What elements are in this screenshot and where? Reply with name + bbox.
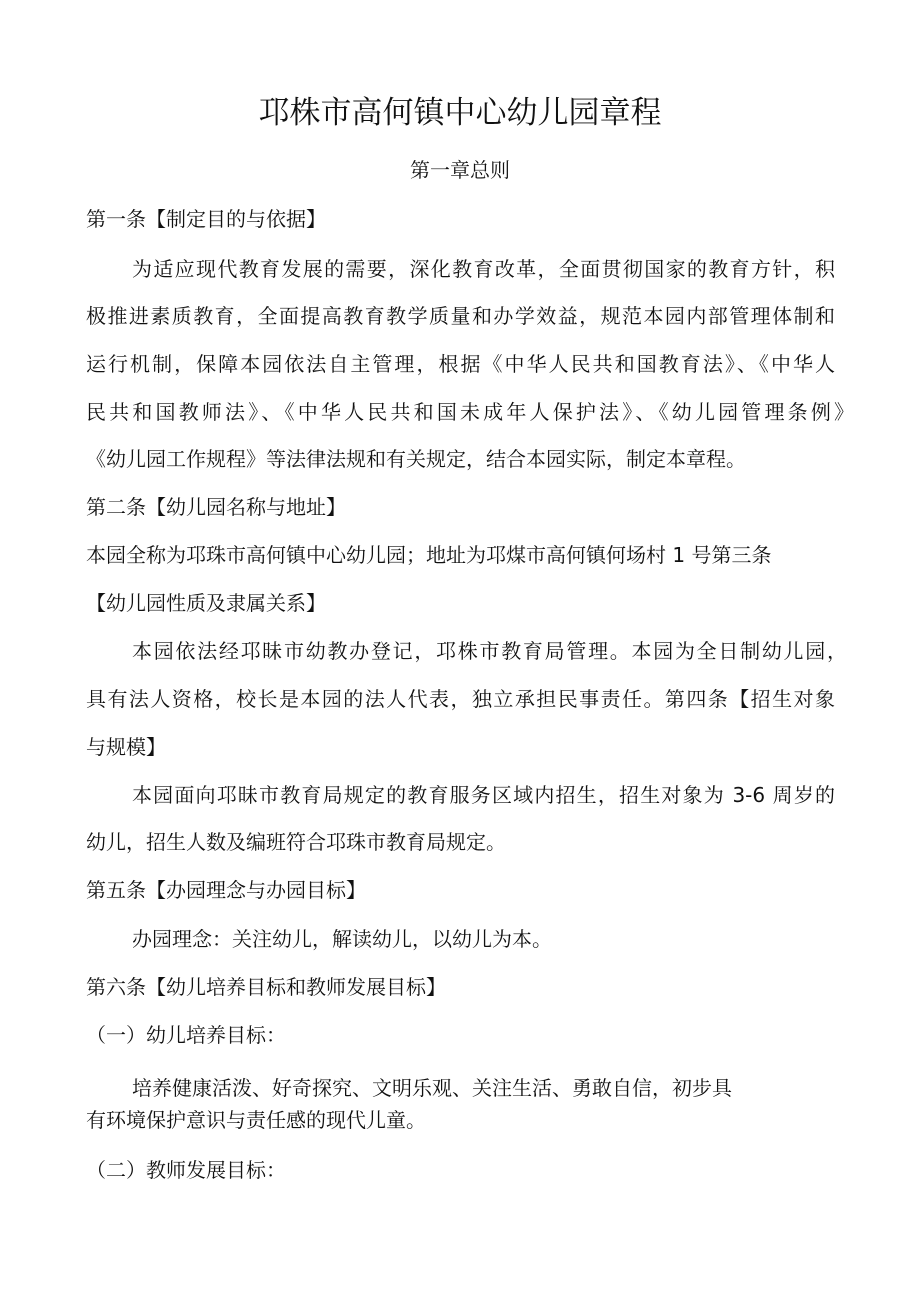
article-2-heading: 第二条【幼儿园名称与地址】 bbox=[86, 495, 346, 519]
paragraph-line: 本园全称为邛珠市高何镇中心幼儿园；地址为邛煤市高何镇何场村 1 号第三条 bbox=[86, 543, 772, 567]
paragraph-line: 为适应现代教育发展的需要，深化教育改革，全面贯彻国家的教育方针，积 bbox=[132, 257, 835, 281]
paragraph-line: 民共和国教师法》、《中华人民共和国未成年人保护法》、《幼儿园管理条例》 bbox=[86, 400, 854, 424]
paragraph-line: 运行机制，保障本园依法自主管理，根据《中华人民共和国教育法》、《中华人 bbox=[86, 352, 835, 376]
article-3-heading: 【幼儿园性质及隶属关系】 bbox=[86, 591, 326, 615]
paragraph-line: 本园面向邛昧市教育局规定的教育服务区域内招生，招生对象为 3-6 周岁的 bbox=[132, 783, 835, 807]
chapter-heading: 第一章总则 bbox=[410, 158, 510, 182]
paragraph-line: 《幼儿园工作规程》等法律法规和有关规定，结合本园实际，制定本章程。 bbox=[86, 447, 746, 471]
paragraph-line: 有环境保护意识与责任感的现代儿童。 bbox=[86, 1108, 426, 1132]
paragraph-line: 与规模】 bbox=[86, 735, 166, 759]
article-6-heading: 第六条【幼儿培养目标和教师发展目标】 bbox=[86, 975, 446, 999]
document-title: 邛株市高何镇中心幼儿园章程 bbox=[258, 95, 662, 131]
paragraph-line: 极推进素质教育，全面提高教育教学质量和办学效益，规范本园内部管理体制和 bbox=[86, 304, 835, 328]
subsection-heading: （一）幼儿培养目标： bbox=[86, 1023, 286, 1047]
paragraph-line: 办园理念：关注幼儿，解读幼儿，以幼儿为本。 bbox=[132, 927, 552, 951]
article-5-heading: 第五条【办园理念与办园目标】 bbox=[86, 878, 366, 902]
paragraph-line: 具有法人资格，校长是本园的法人代表，独立承担民事责任。第四条【招生对象 bbox=[86, 687, 835, 711]
subsection-heading: （二）教师发展目标： bbox=[86, 1158, 286, 1182]
paragraph-line: 培养健康活泼、好奇探究、文明乐观、关注生活、勇敢自信，初步具 bbox=[132, 1076, 732, 1100]
paragraph-line: 本园依法经邛昧市幼教办登记，邛株市教育局管理。本园为全日制幼儿园， bbox=[132, 639, 847, 663]
paragraph-line: 幼儿，招生人数及编班符合邛珠市教育局规定。 bbox=[86, 830, 506, 854]
article-1-heading: 第一条【制定目的与依据】 bbox=[86, 207, 326, 231]
